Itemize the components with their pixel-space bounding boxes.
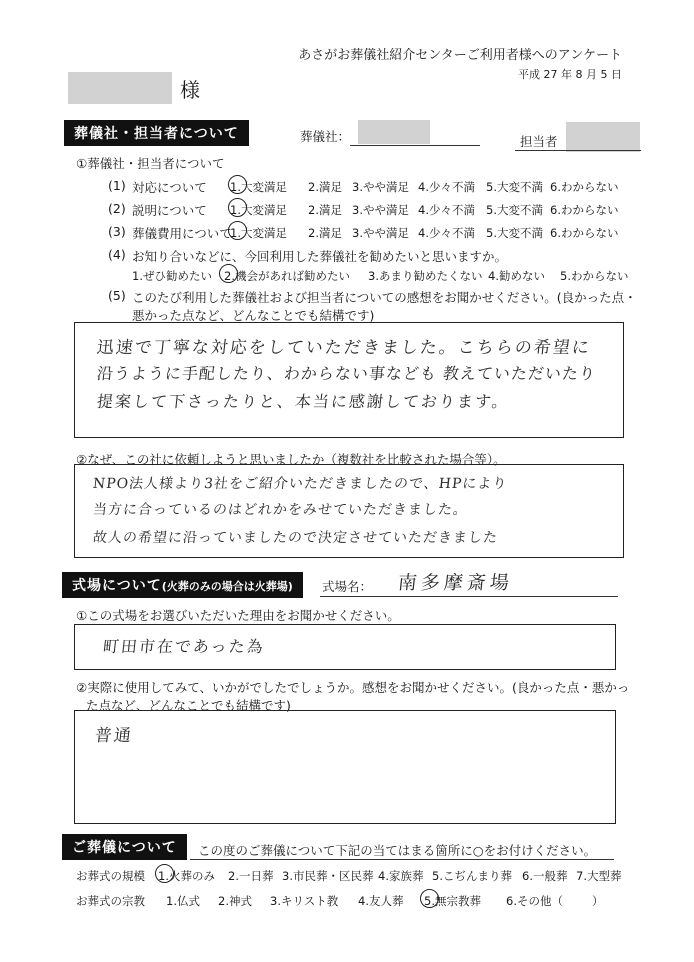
q2-text: ②なぜ、この社に依頼しようと思いましたか（複数社を比較された場合等）。 bbox=[76, 452, 506, 467]
scale-selected-circle bbox=[155, 864, 174, 883]
survey-date: 平成 27 年 8 月 5 日 bbox=[518, 68, 622, 81]
religion-opt6-close: ） bbox=[592, 894, 604, 908]
venue-q2-answer-box[interactable] bbox=[74, 710, 616, 824]
scale-opt2[interactable]: 2.一日葬 bbox=[228, 869, 274, 883]
row3-opt3[interactable]: 3.やや満足 bbox=[352, 226, 409, 240]
row1-opt6[interactable]: 6.わからない bbox=[550, 180, 619, 194]
row1-opt1[interactable]: 1.大変満足 bbox=[230, 180, 287, 194]
religion-opt4[interactable]: 4.友人葬 bbox=[358, 894, 404, 908]
funeral-instruction: この度のご葬儀について下記の当てはまる箇所に○をお付けください。 bbox=[198, 843, 597, 858]
q5-answer-line-3: 提案して下さったりと、本当に感謝しております。 bbox=[95, 392, 511, 411]
religion-options bbox=[166, 893, 626, 911]
row3-opt2[interactable]: 2.満足 bbox=[308, 226, 342, 240]
row1-opt2[interactable]: 2.満足 bbox=[308, 180, 342, 194]
row-options bbox=[230, 179, 630, 249]
q5-answer-line-2: 沿うように手配したり、わからない事なども 教えていただいたり bbox=[95, 364, 597, 383]
survey-title: あさがお葬儀社紹介センターご利用者様へのアンケート bbox=[298, 48, 622, 63]
scale-options bbox=[158, 868, 628, 886]
company-label: 葬儀社： bbox=[300, 129, 351, 144]
row2-opt2[interactable]: 2.満足 bbox=[308, 203, 342, 217]
row1-selected-circle bbox=[228, 175, 247, 194]
recommend-selected-circle bbox=[219, 264, 238, 283]
q4-text: お知り合いなどに、今回利用した葬儀社を勧めたいと思いますか。 bbox=[132, 249, 508, 264]
row2-opt3[interactable]: 3.やや満足 bbox=[352, 203, 409, 217]
q2-answer-line-1: NPO法人様より3社をご紹介いただきましたので、HPにより bbox=[92, 476, 509, 492]
q5-answer-box[interactable] bbox=[74, 322, 624, 438]
venue-name: 南多摩斎場 bbox=[396, 572, 515, 594]
venue-q1-answer: 町田市在であった為 bbox=[101, 637, 266, 656]
q2-answer-line-3: 故人の希望に沿っていましたので決定させていただきました bbox=[92, 530, 499, 546]
q1-title: ①葬儀社・担当者について bbox=[76, 156, 225, 171]
q2-answer-box[interactable] bbox=[74, 464, 624, 558]
venue-q1-answer-box[interactable] bbox=[74, 624, 616, 670]
religion-label: お葬式の宗教 bbox=[76, 894, 145, 908]
staff-label: 担当者 bbox=[520, 134, 558, 149]
row2-opt5[interactable]: 5.大変不満 bbox=[486, 203, 543, 217]
q5-line2: 悪かった点など、どんなことでも結構です) bbox=[132, 308, 375, 323]
row2-selected-circle bbox=[228, 198, 247, 217]
venue-q1-text: ①この式場をお選びいただいた理由をお聞かせください。 bbox=[76, 608, 400, 623]
section-funeral-company-heading: 葬儀社・担当者について bbox=[64, 120, 249, 146]
row-1-label: 対応について bbox=[132, 180, 207, 195]
recommend-opt1[interactable]: 1.ぜひ勧めたい bbox=[132, 269, 212, 283]
redacted-company-name bbox=[358, 120, 430, 144]
row-2-label: 説明について bbox=[132, 203, 207, 218]
scale-opt6[interactable]: 6.一般葬 bbox=[522, 869, 568, 883]
q5-answer-line-1: 迅速で丁寧な対応をしていただきました。こちらの希望に bbox=[95, 338, 592, 358]
venue-q2-answer: 普通 bbox=[93, 726, 134, 746]
row-3-num: (3) bbox=[108, 224, 126, 239]
scale-opt3[interactable]: 3.市民葬・区民葬 bbox=[282, 869, 374, 883]
recommend-opt4[interactable]: 4.勧めない bbox=[488, 269, 545, 283]
scale-opt5[interactable]: 5.こぢんまり葬 bbox=[432, 869, 512, 883]
q2-answer-line-2: 当方に合っているのはどれかをみせていただきました。 bbox=[92, 502, 469, 518]
redacted-customer-name bbox=[68, 72, 172, 104]
scale-opt4[interactable]: 4.家族葬 bbox=[378, 869, 424, 883]
q4-num: (4) bbox=[108, 247, 126, 262]
section-venue-title: 式場について bbox=[72, 578, 162, 594]
religion-selected-circle bbox=[420, 889, 439, 908]
row-1-num: (1) bbox=[108, 178, 126, 193]
row1-opt3[interactable]: 3.やや満足 bbox=[352, 180, 409, 194]
scale-opt1[interactable]: 1.火葬のみ bbox=[158, 869, 215, 883]
redacted-staff-name bbox=[566, 122, 640, 152]
venue-underline bbox=[320, 596, 618, 597]
religion-opt1[interactable]: 1.仏式 bbox=[166, 894, 200, 908]
venue-q2-line2: た点など、どんなことでも結構です) bbox=[86, 698, 291, 713]
recommend-opt2[interactable]: 2.機会があれば勧めたい bbox=[224, 269, 350, 283]
row2-opt6[interactable]: 6.わからない bbox=[550, 203, 619, 217]
scale-label: お葬式の規模 bbox=[76, 869, 145, 883]
religion-opt3[interactable]: 3.キリスト教 bbox=[270, 894, 339, 908]
row-3-label: 葬儀費用について bbox=[132, 226, 232, 241]
q5-num: (5) bbox=[108, 288, 126, 303]
staff-underline bbox=[515, 150, 641, 151]
row3-opt1[interactable]: 1.大変満足 bbox=[230, 226, 287, 240]
venue-q2-line1: ②実際に使用してみて、いかがでしたでしょうか。感想をお聞かせください。(良かった点・悪かっ bbox=[76, 680, 630, 695]
company-underline bbox=[350, 145, 480, 146]
row1-opt4[interactable]: 4.少々不満 bbox=[418, 180, 475, 194]
row3-selected-circle bbox=[228, 221, 247, 240]
venue-label: 式場名： bbox=[322, 579, 373, 594]
recommend-opt5[interactable]: 5.わからない bbox=[560, 269, 629, 283]
section-venue-note: (火葬のみの場合は火葬場) bbox=[161, 580, 293, 593]
instruction-underline bbox=[190, 859, 614, 860]
row3-opt5[interactable]: 5.大変不満 bbox=[486, 226, 543, 240]
religion-opt6[interactable]: 6.その他（ bbox=[506, 894, 563, 908]
row-2-num: (2) bbox=[108, 201, 126, 216]
row2-opt4[interactable]: 4.少々不満 bbox=[418, 203, 475, 217]
row3-opt6[interactable]: 6.わからない bbox=[550, 226, 619, 240]
section-venue-heading bbox=[62, 572, 303, 598]
scale-opt7[interactable]: 7.大型葬 bbox=[576, 869, 622, 883]
row3-opt4[interactable]: 4.少々不満 bbox=[418, 226, 475, 240]
religion-opt5[interactable]: 5.無宗教葬 bbox=[424, 894, 481, 908]
section-funeral-heading: ご葬儀について bbox=[62, 834, 187, 860]
row2-opt1[interactable]: 1.大変満足 bbox=[230, 203, 287, 217]
recommend-opt3[interactable]: 3.あまり勧めたくない bbox=[368, 269, 483, 283]
recommend-options bbox=[132, 268, 632, 288]
salutation: 様 bbox=[180, 78, 200, 102]
q5-line1: このたび利用した葬儀社および担当者についての感想をお聞かせください。(良かった点・ bbox=[132, 290, 637, 305]
religion-opt2[interactable]: 2.神式 bbox=[218, 894, 252, 908]
row1-opt5[interactable]: 5.大変不満 bbox=[486, 180, 543, 194]
